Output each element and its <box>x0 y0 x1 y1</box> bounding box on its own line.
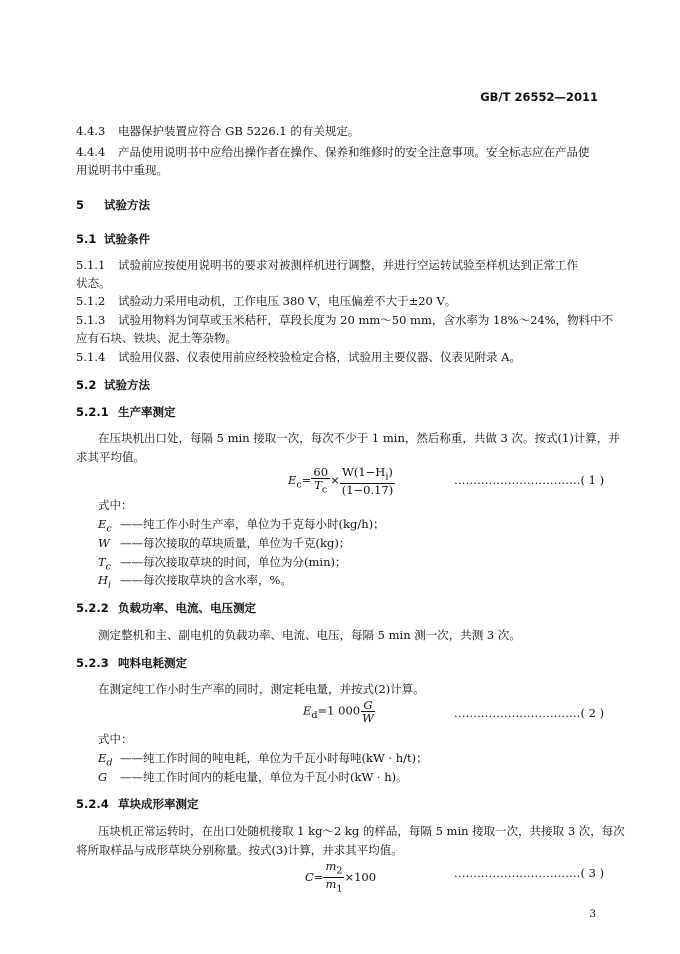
clause-5-1-1-cont: 状态。 <box>76 276 111 290</box>
formula-label: ( 3 ) <box>580 866 605 880</box>
page-number: 3 <box>589 908 596 920</box>
formula-fraction <box>323 860 344 896</box>
section-5-heading <box>76 195 150 216</box>
fraction-denominator <box>312 479 329 496</box>
section-title: 试验条件 <box>104 232 150 246</box>
variable-desc: ——纯工作时间内的耗电量，单位为千瓦小时(kW · h)。 <box>120 770 408 784</box>
clause-number: 5.1.4 <box>76 350 106 364</box>
variable-desc: ——每次接取草块的时间，单位为分(min)； <box>120 555 347 569</box>
section-5-2-1-heading <box>76 402 176 423</box>
denominator-symbol: T <box>314 478 322 492</box>
section-5-1-heading <box>76 229 150 250</box>
section-number: 5.2.4 <box>76 797 109 811</box>
clause-5-1-3-cont: 应有石块、铁块、泥土等杂物。 <box>76 331 237 345</box>
clause-5-1-2 <box>76 291 456 312</box>
section-number: 5.2.3 <box>76 656 109 670</box>
paragraph-5-2-1-cont: 求其平均值。 <box>76 450 145 464</box>
paragraph-5-2-2: 测定整机和主、副电机的负载功率、电流、电压，每隔 5 min 测一次，共测 3 次。 <box>98 628 521 642</box>
formula-equals: =1 000 <box>317 703 361 718</box>
paragraph-5-2-3: 在测定纯工作小时生产率的同时，测定耗电量，并按式(2)计算。 <box>98 682 425 696</box>
paragraph-5-2-4: 压块机正常运转时，在出口处随机接取 1 kg～2 kg 的样品，每隔 5 min 接取一次，共接取 3 次，每次 <box>98 824 625 838</box>
denominator-sub: c <box>321 484 328 496</box>
clause-4-4-3 <box>76 121 359 142</box>
variable-desc: ——纯工作小时生产率，单位为千克每小时(kg/h)； <box>120 517 385 531</box>
formula-lhs: C <box>305 869 314 884</box>
section-title: 生产率测定 <box>118 405 176 419</box>
variable-symbol: $E_c$ <box>98 517 112 535</box>
clause-text: 试验用物料为饲草或玉米秸秆，草段长度为 20 mm～50 mm，含水率为 18%～24%，物料中不 <box>118 313 614 327</box>
formula-times: ×100 <box>344 869 377 884</box>
formula-1-leader <box>454 473 604 487</box>
variable-desc: ——每次接取的草块质量，单位为千克(kg)； <box>120 536 351 550</box>
fraction-numerator: 60 <box>313 465 329 479</box>
clause-number: 5.1.1 <box>76 258 106 272</box>
section-title: 吨料电耗测定 <box>118 656 187 670</box>
variable-g <box>98 767 408 788</box>
clause-number: 4.4.4 <box>76 145 106 159</box>
section-title: 试验方法 <box>104 378 150 392</box>
section-title: 试验方法 <box>104 198 150 212</box>
clause-number: 5.1.3 <box>76 313 106 327</box>
section-number: 5 <box>76 198 85 212</box>
fraction-denominator: W <box>362 711 374 725</box>
paragraph-5-2-4-cont: 将所取样品与成形草块分别称量。按式(3)计算，并求其平均值。 <box>76 843 403 857</box>
section-5-2-heading <box>76 375 150 396</box>
clause-4-4-4-cont: 用说明书中重现。 <box>76 163 168 177</box>
section-number: 5.1 <box>76 232 97 246</box>
clause-number: 4.4.3 <box>76 124 106 138</box>
numerator-end: ) <box>388 465 393 479</box>
fraction-denominator: $m_1$ <box>325 877 343 895</box>
clause-5-1-4 <box>76 347 521 368</box>
formula-fraction-2 <box>340 466 396 496</box>
section-number: 5.2.2 <box>76 601 109 615</box>
formula-times: × <box>330 473 340 488</box>
leader-dots: …………………………… <box>454 706 581 720</box>
fraction-numerator: G <box>363 698 373 712</box>
leader-dots: …………………………… <box>454 473 581 487</box>
standard-id: GB/T 26552—2011 <box>480 90 598 104</box>
fraction-numerator <box>340 466 395 484</box>
formula-1 <box>288 466 395 496</box>
variable-symbol: $H_i$ <box>98 573 112 591</box>
variable-desc: ——纯工作时间的吨电耗，单位为千瓦小时每吨(kW · h/t)； <box>120 751 428 765</box>
variable-desc: ——每次接取草块的含水率，%。 <box>120 573 292 587</box>
leader-dots: …………………………… <box>454 866 581 880</box>
formula-fraction-1 <box>311 466 330 496</box>
section-5-2-2-heading <box>76 598 256 619</box>
fraction-denominator: (1−0.17) <box>341 483 394 498</box>
formula-3-leader <box>454 866 604 880</box>
formula-2-leader <box>454 706 604 720</box>
formula-fraction <box>360 699 376 724</box>
section-title: 负载功率、电流、电压测定 <box>118 601 256 615</box>
where-label-2: 式中： <box>98 732 133 746</box>
variable-symbol: $E_d$ <box>98 751 113 769</box>
numerator-sub: i <box>385 471 389 483</box>
formula-lhs-sub: d <box>311 709 318 721</box>
section-5-2-4-heading <box>76 794 199 815</box>
fraction-numerator: $m_2$ <box>325 859 343 877</box>
formula-2 <box>303 699 376 724</box>
formula-lhs: E <box>288 473 297 488</box>
clause-text: 试验动力采用电动机，工作电压 380 V，电压偏差不大于±20 V。 <box>118 294 457 308</box>
formula-label: ( 2 ) <box>580 706 605 720</box>
formula-label: ( 1 ) <box>580 473 605 487</box>
clause-number: 5.1.2 <box>76 294 106 308</box>
formula-lhs: E <box>303 703 312 718</box>
where-label-1: 式中： <box>98 498 133 512</box>
formula-3 <box>305 860 376 896</box>
variable-symbol: $T_c$ <box>98 555 112 573</box>
formula-lhs-sub: c <box>296 479 302 491</box>
section-5-2-3-heading <box>76 653 187 674</box>
numerator-main: W(1−H <box>342 465 386 479</box>
formula-equals: = <box>313 869 324 884</box>
clause-text: 电器保护装置应符合 GB 5226.1 的有关规定。 <box>118 124 360 138</box>
paragraph-5-2-1: 在压块机出口处，每隔 5 min 接取一次，每次不少于 1 min，然后称重，共做 3 次。按式(1)计算，并 <box>98 431 620 445</box>
clause-5-1-1 <box>76 255 578 276</box>
clause-text: 产品使用说明书中应给出操作者在操作、保养和维修时的安全注意事项。安全标志应在产品使 <box>118 145 590 159</box>
clause-text: 试验前应按使用说明书的要求对被测样机进行调整，并进行空运转试验至样机达到正常工作 <box>118 258 578 272</box>
variable-symbol: G <box>98 770 108 784</box>
formula-equals: = <box>301 473 312 488</box>
clause-text: 试验用仪器、仪表使用前应经校验检定合格，试验用主要仪器、仪表见附录 A。 <box>118 350 521 364</box>
section-title: 草块成形率测定 <box>118 797 199 811</box>
variable-symbol: W <box>98 536 110 550</box>
variable-w <box>98 533 350 554</box>
section-number: 5.2 <box>76 378 97 392</box>
variable-hi <box>98 570 292 595</box>
section-number: 5.2.1 <box>76 405 109 419</box>
